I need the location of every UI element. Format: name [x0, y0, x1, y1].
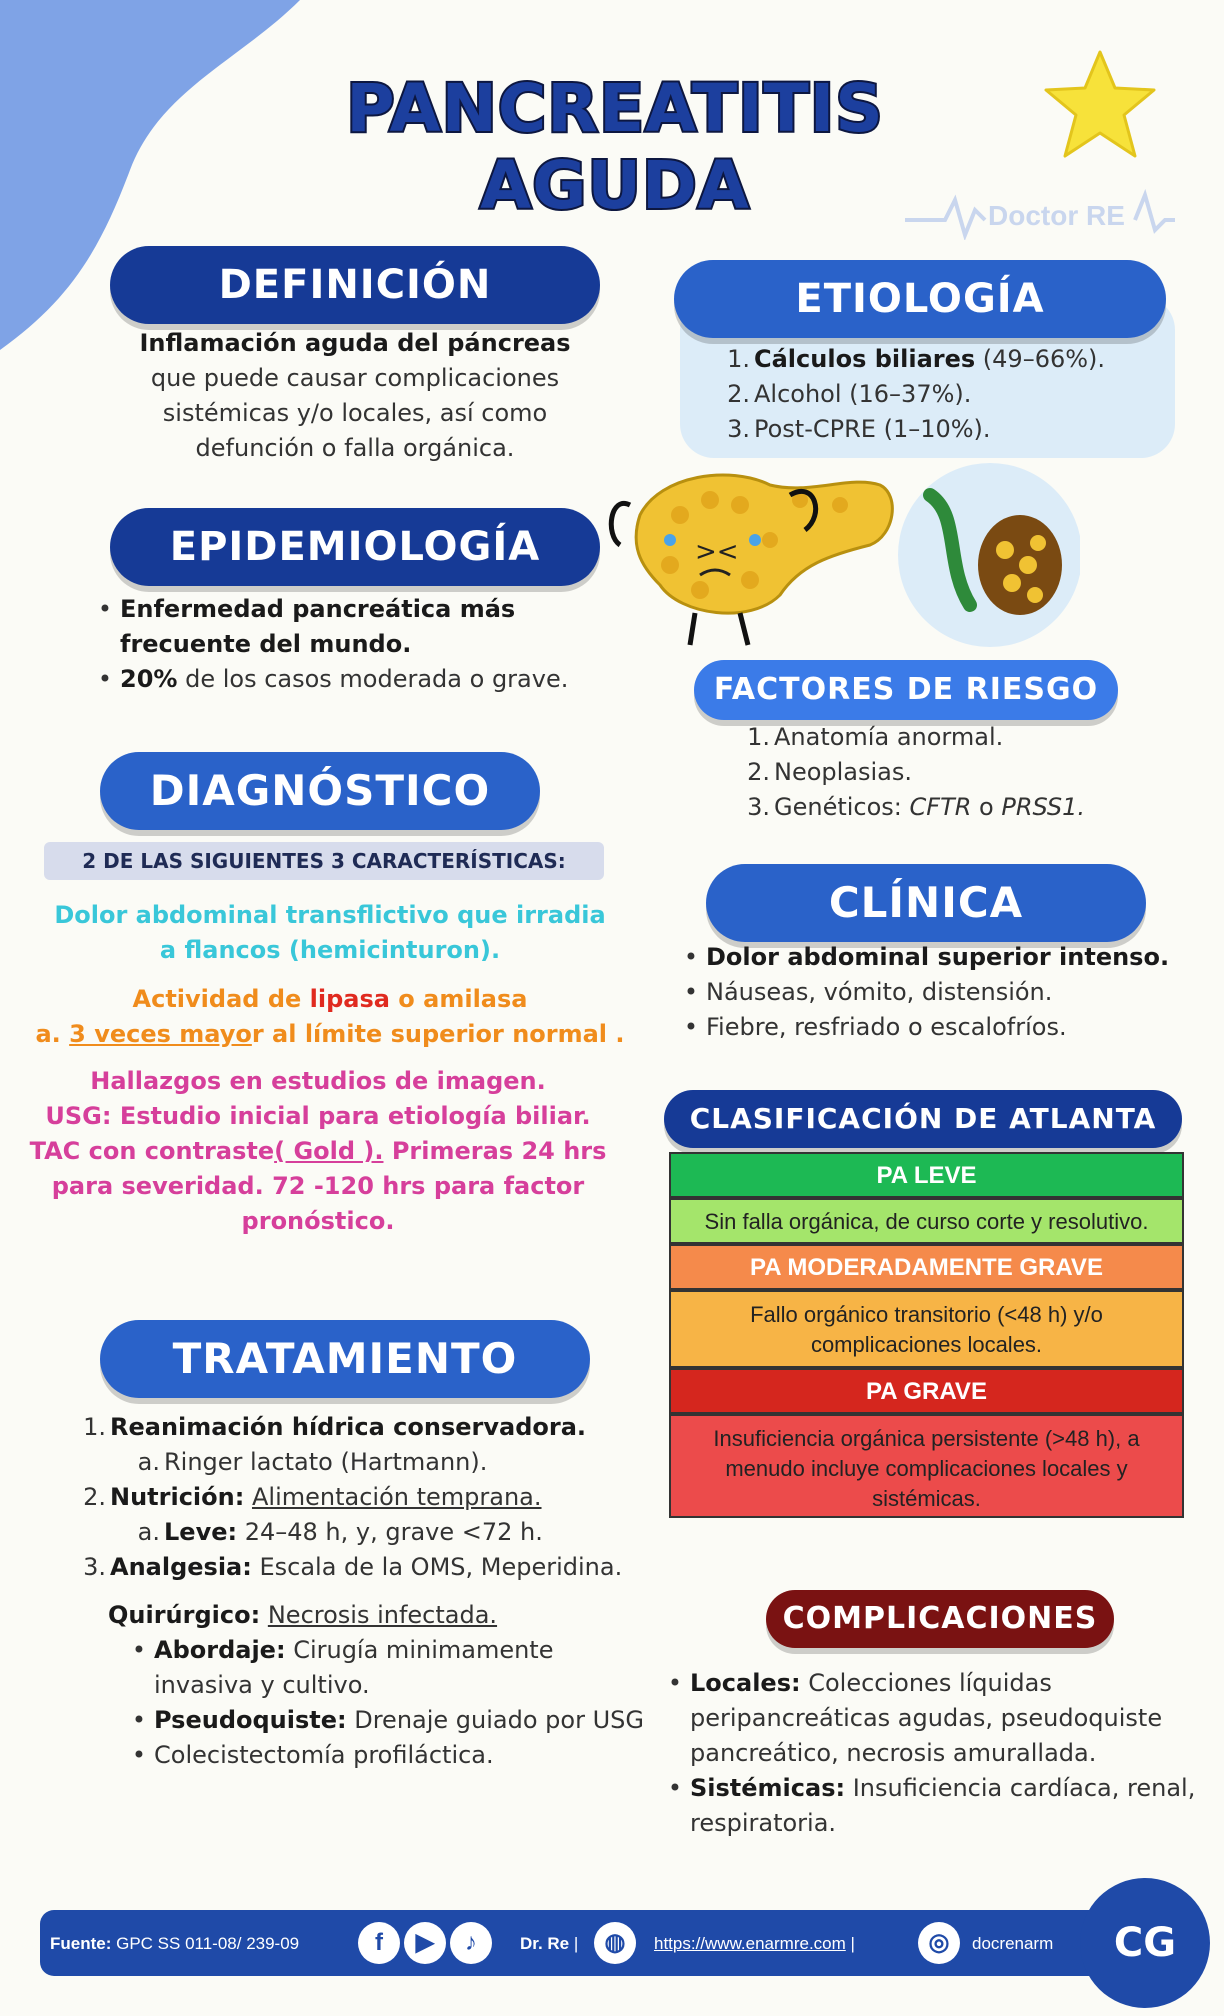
factores-list: [740, 720, 1160, 825]
list-item: • Abordaje: Cirugía minimamente invasiva y cultivo.: [131, 1636, 554, 1699]
svg-text:><: ><: [695, 537, 739, 567]
complicaciones-list: [660, 1666, 1200, 1841]
list-item: 1. Cálculos biliares (49–66%).: [727, 345, 1106, 373]
globe-icon[interactable]: ◍: [594, 1922, 636, 1964]
diagnostico-criterion-pain: Dolor abdominal transflictivo que irradia a flancos (hemicinturon).: [54, 901, 606, 964]
atlanta-leve-header: PA LEVE: [669, 1152, 1184, 1198]
instagram-icon[interactable]: ◎: [918, 1922, 960, 1964]
diagnostico-criterion-lipasa: Actividad de lipasa o amilasa a. 3 veces mayor al límite superior normal .: [35, 985, 625, 1048]
list-item: • Locales: Colecciones líquidas peripancreáticas agudas, pseudoquiste pancreático, necrosis amurallada.: [667, 1669, 1163, 1767]
list-item: 1. Reanimación hídrica conservadora.: [83, 1413, 587, 1441]
tratamiento-list: [76, 1410, 656, 1585]
atlanta-grave-body: Insuficiencia orgánica persistente (>48 h), a menudo incluye complicaciones locales y sistémicas.: [669, 1414, 1184, 1518]
list-item: 3. Post-CPRE (1–10%).: [727, 415, 991, 443]
definicion-line2: que puede causar complicaciones: [150, 364, 560, 392]
youtube-icon[interactable]: ▶: [404, 1922, 446, 1964]
etiologia-heading-text: ETIOLOGÍA: [795, 276, 1045, 322]
footer-source: Fuente: GPC SS 011-08/ 239-09: [50, 1934, 300, 1953]
atlanta-heading: [664, 1090, 1182, 1148]
epidemiologia-list: [90, 592, 610, 697]
quirurgico-title: Quirúrgico: Necrosis infectada.: [108, 1601, 498, 1629]
clinica-heading: [706, 864, 1146, 942]
list-item: • Pseudoquiste: Drenaje guiado por USG: [131, 1706, 644, 1734]
etiologia-list: [720, 342, 1160, 447]
footer-instagram-handle[interactable]: docrenarm: [972, 1934, 1054, 1953]
list-item: • Colecistectomía profiláctica.: [131, 1741, 494, 1769]
definicion-heading: [110, 246, 600, 324]
clinica-heading-text: CLÍNICA: [828, 878, 1024, 927]
definicion-text: [110, 326, 600, 466]
tratamiento-heading: [100, 1320, 590, 1398]
footer-author: Dr. Re |: [520, 1934, 579, 1953]
pancreas-character-illustration: [600, 455, 1080, 655]
etiologia-heading: [674, 260, 1166, 338]
diagnostico-criterion-imagen: Hallazgos en estudios de imagen. USG: Estudio inicial para etiología biliar. TAC con contraste( Gold ). Primeras 24 hrs para severidad. 72 -120 hrs para factor pronóstico.: [29, 1067, 607, 1235]
list-item: 1. Anatomía anormal.: [747, 723, 1004, 751]
definicion-heading-text: DEFINICIÓN: [218, 262, 492, 308]
brand-name: Doctor RE: [988, 200, 1125, 231]
definicion-line3: sistémicas y/o locales, así como: [162, 399, 548, 427]
list-item: 2. Nutrición: Alimentación temprana.: [83, 1483, 542, 1511]
atlanta-grave-header: PA GRAVE: [669, 1368, 1184, 1414]
diagnostico-criteria-band: 2 DE LAS SIGUIENTES 3 CARACTERÍSTICAS:: [44, 842, 604, 880]
definicion-line1: Inflamación aguda del páncreas: [139, 329, 571, 357]
factores-heading: [694, 660, 1118, 720]
atlanta-leve-body: Sin falla orgánica, de curso corte y resolutivo.: [669, 1198, 1184, 1244]
cg-badge: CG: [1080, 1878, 1210, 2008]
definicion-line4: defunción o falla orgánica.: [195, 434, 515, 462]
diagnostico-heading-text: DIAGNÓSTICO: [149, 766, 491, 815]
list-item: 3. Analgesia: Escala de la OMS, Meperidina.: [83, 1553, 623, 1581]
list-item: • Fiebre, resfriado o escalofríos.: [683, 1013, 1067, 1041]
tiktok-icon[interactable]: ♪: [450, 1922, 492, 1964]
list-item: • Enfermedad pancreática más frecuente del mundo.: [97, 595, 516, 658]
atlanta-moderada-header: PA MODERADAMENTE GRAVE: [669, 1244, 1184, 1290]
complicaciones-heading-text: COMPLICACIONES: [782, 1601, 1098, 1636]
list-item: a. Leve: 24–48 h, y, grave <72 h.: [137, 1518, 543, 1546]
epidemiologia-heading-text: EPIDEMIOLOGÍA: [169, 524, 541, 570]
facebook-icon[interactable]: f: [358, 1922, 400, 1964]
clinica-list: [676, 940, 1176, 1045]
list-item: 2. Neoplasias.: [747, 758, 913, 786]
footer-website-link[interactable]: https://www.enarmre.com |: [654, 1934, 855, 1953]
list-item: a. Ringer lactato (Hartmann).: [137, 1448, 488, 1476]
list-item: • Dolor abdominal superior intenso.: [683, 943, 1170, 971]
list-item: 3. Genéticos: CFTR o PRSS1.: [747, 793, 1086, 821]
list-item: 2. Alcohol (16–37%).: [727, 380, 972, 408]
atlanta-moderada-body: Fallo orgánico transitorio (<48 h) y/o complicaciones locales.: [669, 1290, 1184, 1368]
page-title: PANCREATITIS AGUDA: [346, 70, 884, 224]
complicaciones-heading: [766, 1590, 1114, 1648]
atlanta-heading-text: CLASIFICACIÓN DE ATLANTA: [689, 1102, 1157, 1135]
star-icon: [1040, 48, 1160, 163]
list-item: • Náuseas, vómito, distensión.: [683, 978, 1053, 1006]
quirurgico-list: [108, 1598, 668, 1773]
tratamiento-heading-text: TRATAMIENTO: [172, 1334, 518, 1383]
factores-heading-text: FACTORES DE RIESGO: [713, 672, 1099, 707]
epidemiologia-heading: [110, 508, 600, 586]
list-item: • Sistémicas: Insuficiencia cardíaca, renal, respiratoria.: [667, 1774, 1196, 1837]
diagnostico-heading: [100, 752, 540, 830]
list-item: • 20% de los casos moderada o grave.: [97, 665, 569, 693]
